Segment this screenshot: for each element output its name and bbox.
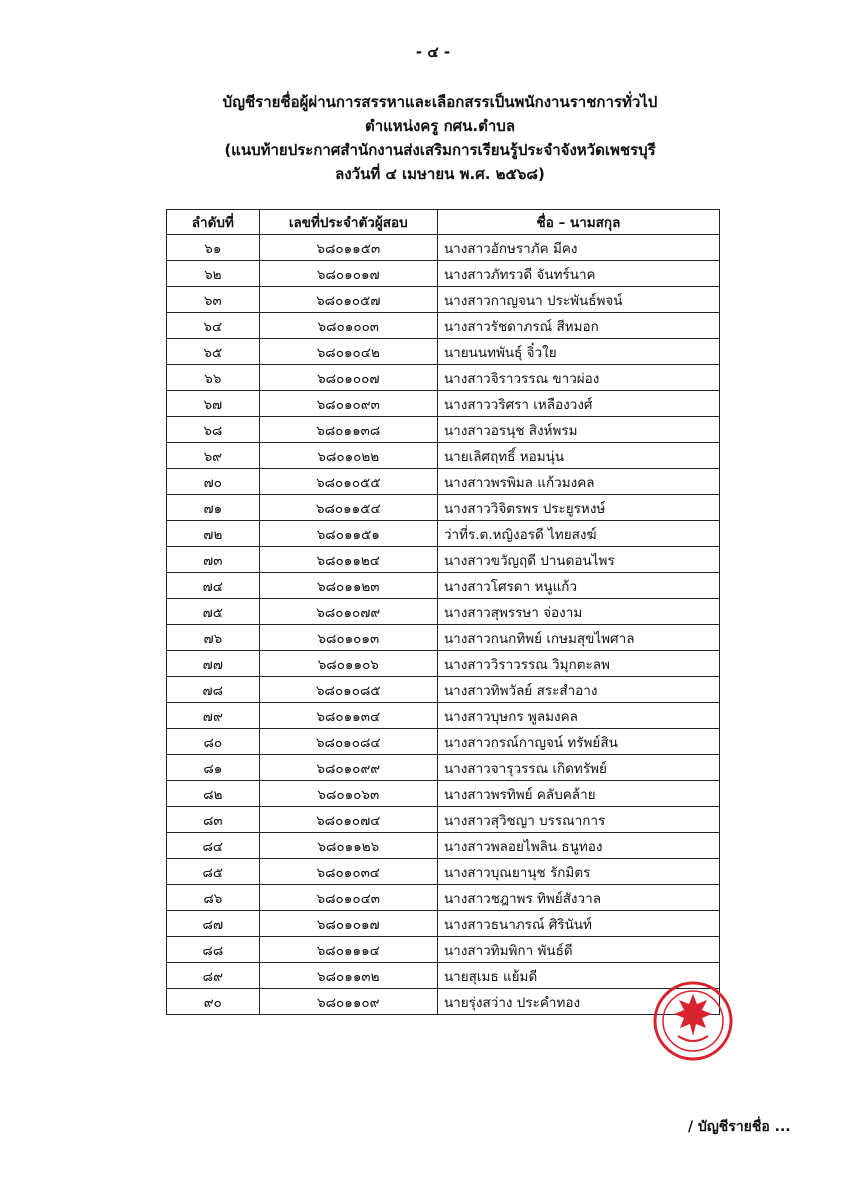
cell-name: นางสาวสุวิชญา บรรณาการ bbox=[437, 807, 719, 833]
cell-name: นางสาววิราวรรณ วิมุกตะลพ bbox=[437, 651, 719, 677]
cell-order: ๘๗ bbox=[167, 911, 260, 937]
table-body bbox=[167, 235, 720, 1015]
cell-exam-id: ๖๘๐๑๐๐๗ bbox=[259, 365, 437, 391]
cell-exam-id: ๖๘๐๑๐๗๔ bbox=[259, 807, 437, 833]
cell-exam-id: ๖๘๐๑๑๕๑ bbox=[259, 521, 437, 547]
candidate-table bbox=[166, 209, 720, 1015]
cell-exam-id: ๖๘๐๑๑๓๘ bbox=[259, 417, 437, 443]
cell-exam-id: ๖๘๐๑๐๓๔ bbox=[259, 859, 437, 885]
cell-exam-id: ๖๘๐๑๑๑๔ bbox=[259, 937, 437, 963]
table-row bbox=[167, 989, 720, 1015]
cell-name: นางสาวกรณ์กาญจน์ ทรัพย์สิน bbox=[437, 729, 719, 755]
cell-order: ๘๐ bbox=[167, 729, 260, 755]
cell-exam-id: ๖๘๐๑๐๑๓ bbox=[259, 625, 437, 651]
cell-order: ๗๗ bbox=[167, 651, 260, 677]
page-number: - ๔ - bbox=[415, 43, 451, 61]
cell-exam-id: ๖๘๐๑๐๕๗ bbox=[259, 287, 437, 313]
cell-order: ๖๖ bbox=[167, 365, 260, 391]
cell-order: ๘๔ bbox=[167, 833, 260, 859]
cell-exam-id: ๖๘๐๑๑๒๓ bbox=[259, 573, 437, 599]
seal-base-arc bbox=[678, 1036, 708, 1041]
cell-exam-id: ๖๘๐๑๐๐๓ bbox=[259, 313, 437, 339]
table-row bbox=[167, 443, 720, 469]
table-row bbox=[167, 937, 720, 963]
cell-exam-id: ๖๘๐๑๑๒๖ bbox=[259, 833, 437, 859]
header-announcement: (แนบท้ายประกาศสำนักงานส่งเสริมการเรียนรู้ประจำจังหวัดเพชรบุรี bbox=[224, 141, 656, 159]
official-seal-stamp bbox=[652, 980, 734, 1062]
table-row bbox=[167, 573, 720, 599]
cell-order: ๗๖ bbox=[167, 625, 260, 651]
cell-order: ๖๔ bbox=[167, 313, 260, 339]
cell-name: นางสาวจิราวรรณ ขาวผ่อง bbox=[437, 365, 719, 391]
table-row bbox=[167, 547, 720, 573]
cell-exam-id: ๖๘๐๑๐๑๗ bbox=[259, 911, 437, 937]
table-row bbox=[167, 495, 720, 521]
cell-exam-id: ๖๘๐๑๐๗๙ bbox=[259, 599, 437, 625]
cell-order: ๖๘ bbox=[167, 417, 260, 443]
cell-name: นางสาวขวัญฤดี ปานดอนไพร bbox=[437, 547, 719, 573]
table-row bbox=[167, 963, 720, 989]
table-row bbox=[167, 677, 720, 703]
table-row bbox=[167, 313, 720, 339]
table-row bbox=[167, 339, 720, 365]
cell-name: นางสาวสุพรรษา จ่องาม bbox=[437, 599, 719, 625]
cell-order: ๘๘ bbox=[167, 937, 260, 963]
garuda-emblem bbox=[674, 994, 712, 1036]
cell-order: ๖๙ bbox=[167, 443, 260, 469]
cell-exam-id: ๖๘๐๑๐๘๕ bbox=[259, 677, 437, 703]
cell-order: ๖๒ bbox=[167, 261, 260, 287]
cell-exam-id: ๖๘๐๑๐๔๒ bbox=[259, 339, 437, 365]
cell-exam-id: ๖๘๐๑๐๙๓ bbox=[259, 391, 437, 417]
table-row bbox=[167, 261, 720, 287]
document-header bbox=[140, 90, 740, 186]
cell-name: นางสาวพรพิมล แก้วมงคล bbox=[437, 469, 719, 495]
header-date: ลงวันที่ ๔ เมษายน พ.ศ. ๒๕๖๘) bbox=[335, 165, 545, 183]
cell-name: นายสุเมธ แย้มดี bbox=[437, 963, 719, 989]
cell-order: ๗๑ bbox=[167, 495, 260, 521]
cell-name: นางสาวจารุวรรณ เกิดทรัพย์ bbox=[437, 755, 719, 781]
cell-exam-id: ๖๘๐๑๑๐๖ bbox=[259, 651, 437, 677]
table-row bbox=[167, 911, 720, 937]
table-row bbox=[167, 755, 720, 781]
cell-name: นางสาวพรทิพย์ คลับคล้าย bbox=[437, 781, 719, 807]
column-header-exam-id: เลขที่ประจำตัวผู้สอบ bbox=[259, 210, 437, 235]
cell-name: นางสาวกนกทิพย์ เกษมสุขไพศาล bbox=[437, 625, 719, 651]
cell-exam-id: ๖๘๐๑๐๘๔ bbox=[259, 729, 437, 755]
cell-exam-id: ๖๘๐๑๑๒๔ bbox=[259, 547, 437, 573]
cell-name: นางสาวทิมพิกา พันธ์ดี bbox=[437, 937, 719, 963]
table-header-row bbox=[167, 210, 720, 235]
cell-name: นางสาวธนาภรณ์ ศิรินันท์ bbox=[437, 911, 719, 937]
header-title: บัญชีรายชื่อผู้ผ่านการสรรหาและเลือกสรรเป็นพนักงานราชการทั่วไป bbox=[222, 93, 658, 111]
cell-name: นางสาวทิพวัลย์ สระสำอาง bbox=[437, 677, 719, 703]
cell-order: ๗๒ bbox=[167, 521, 260, 547]
table-row bbox=[167, 781, 720, 807]
table-row bbox=[167, 729, 720, 755]
cell-order: ๘๑ bbox=[167, 755, 260, 781]
cell-order: ๖๓ bbox=[167, 287, 260, 313]
table-row bbox=[167, 391, 720, 417]
cell-name: นายรุ่งสว่าง ประคำทอง bbox=[437, 989, 719, 1015]
cell-exam-id: ๖๘๐๑๐๔๓ bbox=[259, 885, 437, 911]
table-row bbox=[167, 885, 720, 911]
cell-order: ๖๑ bbox=[167, 235, 260, 261]
cell-order: ๗๔ bbox=[167, 573, 260, 599]
cell-name: นางสาววิจิตรพร ประยูรหงษ์ bbox=[437, 495, 719, 521]
cell-order: ๘๕ bbox=[167, 859, 260, 885]
cell-order: ๘๒ bbox=[167, 781, 260, 807]
cell-exam-id: ๖๘๐๑๐๙๙ bbox=[259, 755, 437, 781]
table-row bbox=[167, 235, 720, 261]
cell-name: นางสาวอักษราภัค มีคง bbox=[437, 235, 719, 261]
table-row bbox=[167, 651, 720, 677]
table-row bbox=[167, 417, 720, 443]
cell-name: นางสาวรัชดาภรณ์ สีหมอก bbox=[437, 313, 719, 339]
cell-name: นายเลิศฤทธิ์ หอมนุ่น bbox=[437, 443, 719, 469]
cell-name: นางสาวอรนุช สิงห์พรม bbox=[437, 417, 719, 443]
cell-order: ๘๙ bbox=[167, 963, 260, 989]
column-header-order: ลำดับที่ bbox=[167, 210, 260, 235]
header-position: ตำแหน่งครู กศน.ตำบล bbox=[364, 117, 516, 135]
cell-order: ๗๕ bbox=[167, 599, 260, 625]
table-row bbox=[167, 625, 720, 651]
cell-name: นางสาวโศรดา หนูแก้ว bbox=[437, 573, 719, 599]
cell-name: นายนนทพันธุ์ จิ๋วใย bbox=[437, 339, 719, 365]
table-row bbox=[167, 365, 720, 391]
cell-order: ๖๕ bbox=[167, 339, 260, 365]
cell-name: นางสาวภัทรวดี จันทร์นาค bbox=[437, 261, 719, 287]
cell-exam-id: ๖๘๐๑๑๕๓ bbox=[259, 235, 437, 261]
table-row bbox=[167, 469, 720, 495]
table-row bbox=[167, 807, 720, 833]
cell-name: นางสาวชฎาพร ทิพย์สังวาล bbox=[437, 885, 719, 911]
table-row bbox=[167, 599, 720, 625]
table-row bbox=[167, 521, 720, 547]
cell-exam-id: ๖๘๐๑๑๓๔ bbox=[259, 703, 437, 729]
cell-exam-id: ๖๘๐๑๑๐๙ bbox=[259, 989, 437, 1015]
cell-exam-id: ๖๘๐๑๐๖๓ bbox=[259, 781, 437, 807]
cell-name: ว่าที่ร.ต.หญิงอรดี ไทยสงฆ์ bbox=[437, 521, 719, 547]
cell-order: ๗๘ bbox=[167, 677, 260, 703]
cell-order: ๘๓ bbox=[167, 807, 260, 833]
cell-name: นางสาวบุณยานุช รักมิตร bbox=[437, 859, 719, 885]
cell-name: นางสาวกาญจนา ประพันธ์พจน์ bbox=[437, 287, 719, 313]
cell-order: ๗๓ bbox=[167, 547, 260, 573]
cell-name: นางสาวบุษกร พูลมงคล bbox=[437, 703, 719, 729]
cell-order: ๗๐ bbox=[167, 469, 260, 495]
cell-name: นางสาววริศรา เหลืองวงศ์ bbox=[437, 391, 719, 417]
column-header-name: ชื่อ – นามสกุล bbox=[437, 210, 719, 235]
table-row bbox=[167, 703, 720, 729]
cell-exam-id: ๖๘๐๑๐๒๒ bbox=[259, 443, 437, 469]
table-row bbox=[167, 287, 720, 313]
cell-order: ๗๙ bbox=[167, 703, 260, 729]
cell-exam-id: ๖๘๐๑๐๕๕ bbox=[259, 469, 437, 495]
cell-order: ๙๐ bbox=[167, 989, 260, 1015]
cell-exam-id: ๖๘๐๑๑๕๔ bbox=[259, 495, 437, 521]
cell-exam-id: ๖๘๐๑๐๑๗ bbox=[259, 261, 437, 287]
cell-order: ๖๗ bbox=[167, 391, 260, 417]
table-row bbox=[167, 859, 720, 885]
cell-order: ๘๖ bbox=[167, 885, 260, 911]
cell-name: นางสาวพลอยไพลิน ธนูทอง bbox=[437, 833, 719, 859]
table-row bbox=[167, 833, 720, 859]
cell-exam-id: ๖๘๐๑๑๓๒ bbox=[259, 963, 437, 989]
continued-note: / บัญชีรายชื่อ ... bbox=[688, 1119, 791, 1135]
